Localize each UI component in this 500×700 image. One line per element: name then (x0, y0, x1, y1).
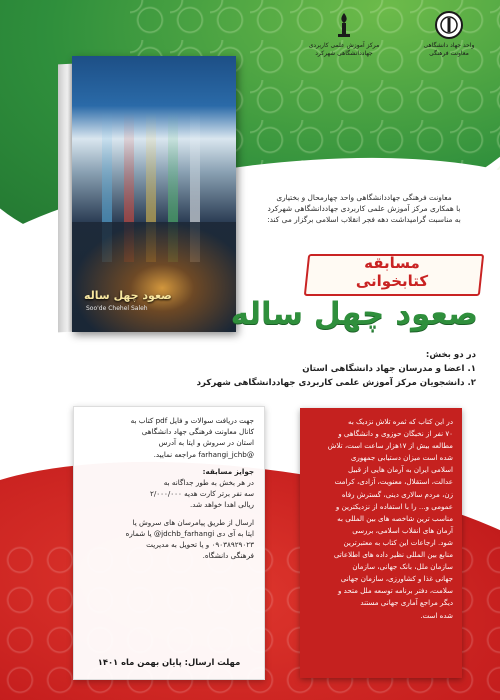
jahad-logo (414, 10, 484, 58)
book-front (72, 56, 236, 332)
description-line: عدالت، استقلال، معنویت، آزادی، کرامت (334, 477, 453, 487)
description-line: آرمان های انقلاب اسلامی، بررسی (352, 525, 453, 535)
info-line: کانال معاونت فرهنگی جهاد دانشگاهی (141, 427, 254, 437)
book-cover-image (58, 56, 236, 334)
send-line: ایتا به آی دی jdchb_farhangi@ یا شماره (125, 528, 254, 538)
description-line: جهانی غذا و کشاورزی، سازمان جهانی (340, 574, 453, 584)
description-line: شود. ارجاعات این کتاب به معتبرترین (343, 537, 453, 547)
applied-science-logo-caption: مرکز آموزش علمی کاربردی جهاددانشگاهی شهرکرد (308, 42, 380, 57)
sections-lead: در دو بخش: (425, 350, 476, 360)
prize-line: در هر بخش به طور جداگانه به (163, 478, 254, 488)
book-description-text (300, 408, 462, 630)
description-line: اسلامی ایران به آرمان هایی از قبیل (347, 465, 453, 475)
description-line: سلامت، دفتر برنامه توسعه ملل متحد و (338, 586, 453, 596)
info-panel (73, 406, 265, 680)
book-cover-subtitle: Soo'de Chehel Saleh (86, 305, 148, 312)
info-line: جهت دریافت سوالات و فایل pdf کتاب به (130, 416, 254, 425)
jahad-logo-caption: واحد جهاد دانشگاهی معاونت فرهنگی (423, 42, 475, 57)
prizes-title: جوایز مسابقه: (202, 466, 254, 476)
main-title: صعود چهل ساله (230, 296, 478, 332)
night-map-image (72, 222, 236, 332)
section-item: ۱. اعضا و مدرسان جهاد دانشگاهی استان (302, 364, 476, 374)
description-line: در این کتاب که ثمره تلاش نزدیک به (348, 417, 453, 426)
send-line: ارسال از طریق پیامرسان های سروش یا (132, 517, 254, 527)
prize-line: سه نفر برتر کارت هدیه ۲/۰۰۰/۰۰۰ (150, 489, 254, 499)
description-line: مناسب ترین شاخصه های بین المللی به (337, 513, 453, 523)
intro-line: به مناسبت گرامیداشت دهه فجر انقلاب اسلامی برگزار می کند: (267, 215, 461, 224)
send-line: فرهنگی دانشگاه. (202, 551, 254, 561)
jahad-emblem-icon (434, 10, 464, 40)
applied-science-logo (306, 10, 382, 58)
description-line: شده است میزان دستیابی جمهوری (350, 453, 453, 463)
competition-label (298, 254, 486, 290)
description-line: عمومی و... را با استفاده از نزدیکترین و (335, 501, 453, 511)
competition-sections (36, 348, 476, 390)
info-line-channel: @farhangi_jchb مراجعه نمایید. (153, 449, 254, 459)
send-line: ۰۹۰۳۸۹۲۹۰۲۳ و یا تحویل به مدیریت (146, 540, 254, 550)
intro-text (246, 192, 482, 225)
description-line: منابع بین المللی نظیر داده های اطلاعاتی (333, 550, 453, 560)
section-item: ۲. دانشجویان مرکز آموزش علمی کاربردی جهاددانشگاهی شهرکرد (196, 378, 476, 388)
competition-label-line2: کتابخوانی (355, 272, 429, 290)
deadline-text: مهلت ارسال: پایان بهمن ماه ۱۴۰۱ (97, 657, 241, 667)
competition-label-line1: مسابقه (364, 254, 420, 272)
torch-emblem-icon (329, 10, 359, 40)
prize-line: ریالی اهدا خواهد شد. (189, 500, 254, 510)
description-line: ۷۰ نفر از نخبگان حوزوی و دانشگاهی و (338, 429, 453, 439)
description-line: شده است. (420, 610, 453, 620)
book-description-panel (300, 408, 462, 678)
description-line: سازمان ملل، بانک جهانی، سازمان (352, 562, 453, 572)
description-line: زن، مردم سالاری دینی، گسترش رفاه (341, 489, 453, 499)
intro-line: با همکاری مرکز آموزش علمی کاربردی جهاددانشگاهی شهرکرد (267, 204, 461, 213)
description-line: مطالعه بیش از ۱۷هزار ساعت است، تلاش (327, 441, 453, 451)
book-cover-title: صعود چهل ساله (84, 289, 172, 302)
competition-badge (298, 250, 486, 296)
info-line: استان در سروش و ایتا به آدرس (158, 438, 254, 448)
description-line: دیگر مراجع آماری جهانی مستند (360, 598, 453, 608)
intro-line: معاونت فرهنگی جهاددانشگاهی واحد چهارمحال و بختیاری (276, 193, 452, 202)
